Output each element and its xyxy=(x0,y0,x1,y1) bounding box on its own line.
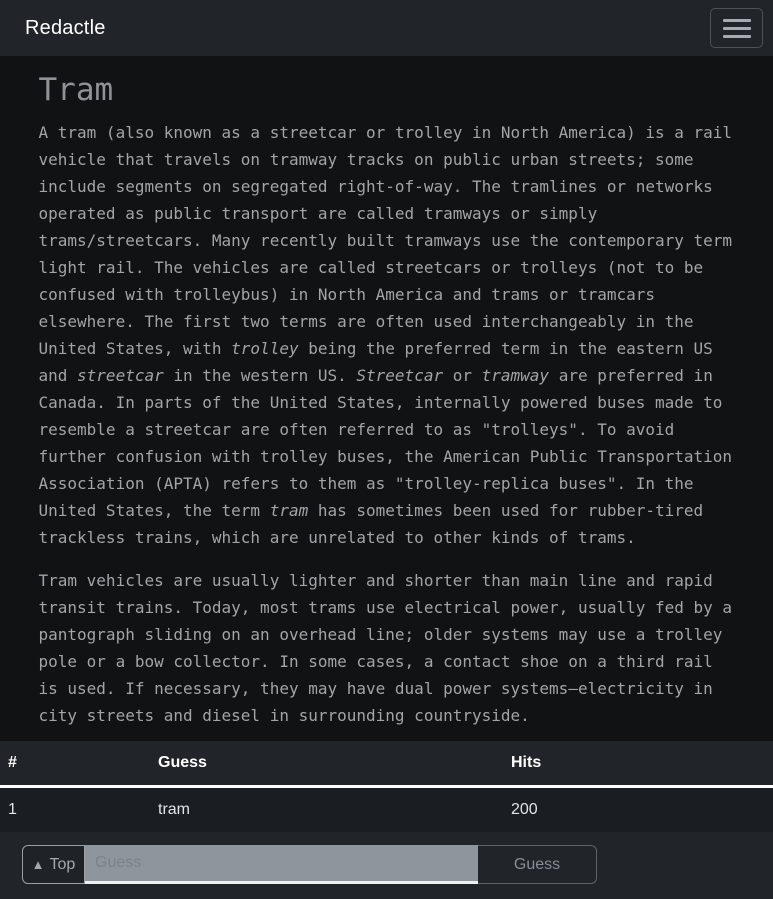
guess-table-body xyxy=(0,787,773,833)
article-paragraph: Tram vehicles are usually lighter and shorter than main line and rapid transit trains. Today, most trams use electrical power, usually fed by a pantograph sliding on an overhead line; older systems may use a trolley pole or a bow collector. In some cases, a contact shoe on a third rail is used. If necessary, they may have dual power systems—electricity in city streets and diesel in surrounding countryside. xyxy=(38,571,733,725)
article-title: Tram xyxy=(38,72,114,108)
article-paragraphs xyxy=(39,119,735,729)
guess-number: 1 xyxy=(8,801,17,818)
guess-input-bar xyxy=(0,832,773,899)
hamburger-icon xyxy=(723,19,751,22)
hamburger-icon xyxy=(723,27,751,30)
article-paragraph: A tram (also known as a streetcar or trolley in North America) is a rail vehicle that travels on tramway tracks on public urban streets; some include segments on segregated right-of-way. The tramlines or networks operated as public transport are called tramways or simply trams/streetcars. Many recently built tramways use the contemporary term light rail. The vehicles are called streetcars or trolleys (not to be confused with trolleybus) in North America and trams or tramcars elsewhere. The first two terms are often used interchangeably in the United States, with trolley being the preferred term in the eastern US and streetcar in the western US. Streetcar or tramway are preferred in Canada. In parts of the United States, internally powered buses made to resemble a streetcar are often referred to as "trolleys". To avoid further confusion with trolley buses, the American Public Transportation Association (APTA) refers to them as "trolley-replica buses". In the United States, the term tram has sometimes been used for rubber-tired trackless trains, which are unrelated to other kinds of trams. xyxy=(38,123,733,547)
up-triangle-icon: ▲ xyxy=(31,857,45,872)
column-header-hits: Hits xyxy=(503,741,773,787)
navbar xyxy=(0,0,773,56)
guess-table xyxy=(0,741,773,832)
guess-hits: 200 xyxy=(511,801,538,818)
column-header-guess: Guess xyxy=(150,741,503,787)
column-header-number: # xyxy=(0,741,150,787)
brand-link[interactable]: Redactle xyxy=(25,16,106,39)
guess-panel xyxy=(0,741,773,899)
guess-word: tram xyxy=(158,801,190,818)
scroll-to-top-button[interactable] xyxy=(22,845,85,884)
guess-table-head xyxy=(0,741,773,787)
guess-input[interactable] xyxy=(85,845,478,884)
top-button-label: Top xyxy=(49,855,76,873)
article-container xyxy=(27,72,747,729)
guess-submit-button[interactable]: Guess xyxy=(478,845,597,884)
guess-input-group xyxy=(22,845,597,884)
hamburger-icon xyxy=(723,35,751,38)
menu-toggle-button[interactable] xyxy=(710,8,763,48)
guess-row xyxy=(0,787,773,833)
